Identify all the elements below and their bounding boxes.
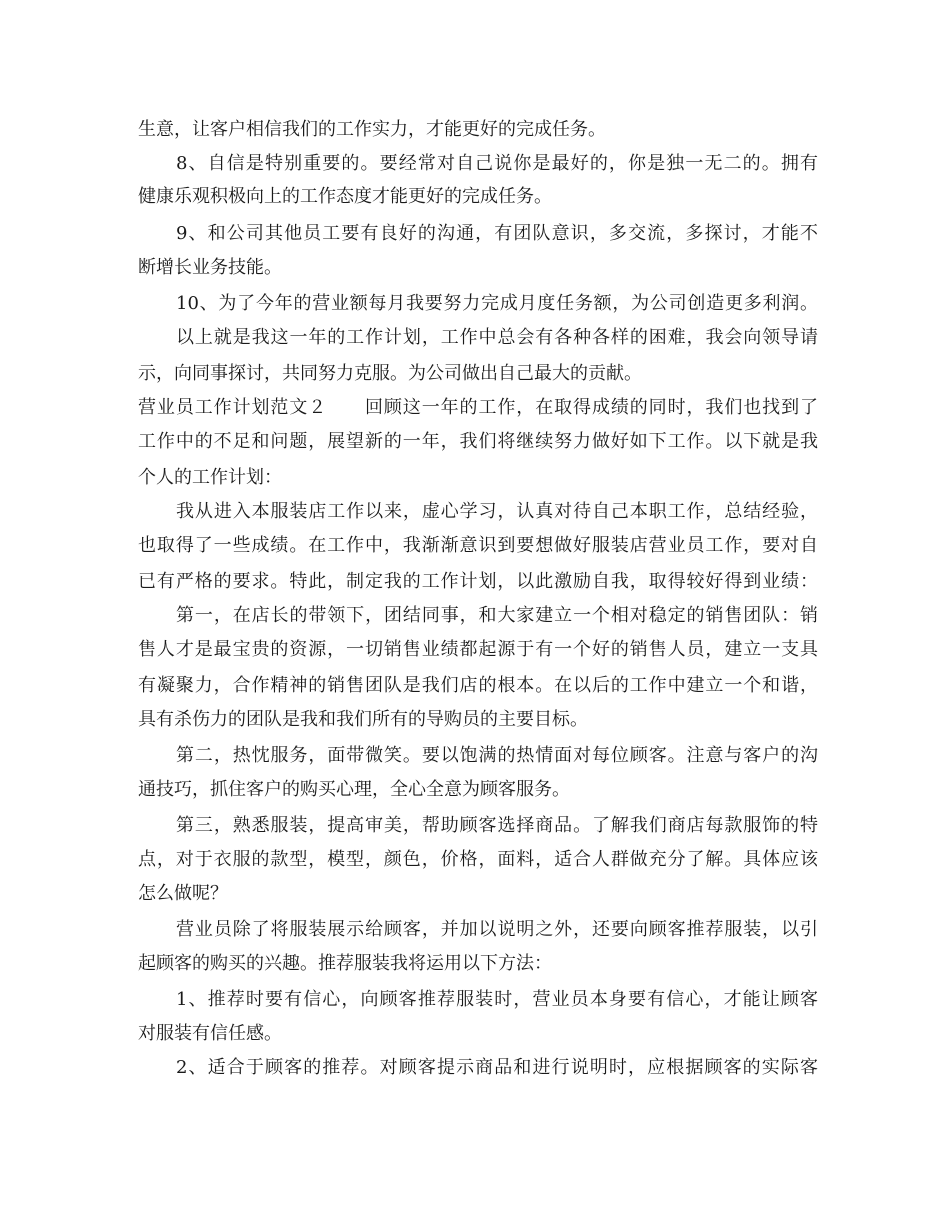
- text-line: 怎么做呢？: [138, 883, 228, 904]
- text-line: 起顾客的购买的兴趣。推荐服装我将运用以下方法：: [138, 953, 552, 974]
- text-line: 以上就是我这一年的工作计划，工作中总会有各种各样的困难，我会向领导请: [176, 327, 818, 348]
- text-line: 对服装有信任感。: [138, 1023, 282, 1044]
- text-line: 也取得了一些成绩。在工作中，我渐渐意识到要想做好服装店营业员工作，要对自: [138, 535, 818, 556]
- text-line: 断增长业务技能。: [138, 257, 282, 278]
- text-line: 有凝聚力，合作精神的销售团队是我们店的根本。在以后的工作中建立一个和谐，: [138, 675, 818, 696]
- text-line: 通技巧，抓住客户的购买心理，全心全意为顾客服务。: [138, 779, 570, 800]
- text-line: 生意，让客户相信我们的工作实力，才能更好的完成任务。: [138, 119, 606, 140]
- text-line: 第一，在店长的带领下，团结同事，和大家建立一个相对稳定的销售团队：销: [176, 605, 818, 626]
- text-line: 10、为了今年的营业额每月我要努力完成月度任务额，为公司创造更多利润。: [176, 293, 818, 314]
- text-line: 点，对于衣服的款型，模型，颜色，价格，面料，适合人群做充分了解。具体应该: [138, 849, 818, 870]
- text-line: 第三，熟悉服装，提高审美，帮助顾客选择商品。了解我们商店每款服饰的特: [176, 815, 818, 836]
- text-line: 个人的工作计划：: [138, 467, 282, 488]
- text-line: 1、推荐时要有信心，向顾客推荐服装时，营业员本身要有信心，才能让顾客: [176, 989, 818, 1010]
- text-line: 健康乐观积极向上的工作态度才能更好的完成任务。: [138, 186, 552, 207]
- text-line: 示，向同事探讨，共同努力克服。为公司做出自己最大的贡献。: [138, 363, 642, 384]
- text-line: 我从进入本服装店工作以来，虚心学习，认真对待自己本职工作，总结经验，: [176, 501, 818, 522]
- text-line: 售人才是最宝贵的资源，一切销售业绩都起源于有一个好的销售人员，建立一支具: [138, 639, 818, 660]
- text-line: 9、和公司其他员工要有良好的沟通，有团队意识，多交流，多探讨，才能不: [176, 223, 818, 244]
- text-line: 营业员除了将服装展示给顾客，并加以说明之外，还要向顾客推荐服装，以引: [176, 919, 818, 940]
- text-line: 2、适合于顾客的推荐。对顾客提示商品和进行说明时，应根据顾客的实际客: [176, 1057, 818, 1078]
- text-line: 8、自信是特别重要的。要经常对自己说你是最好的，你是独一无二的。拥有: [176, 153, 818, 174]
- text-line: 营业员工作计划范文２ 回顾这一年的工作，在取得成绩的同时，我们也找到了: [138, 397, 818, 418]
- text-line: 具有杀伤力的团队是我和我们所有的导购员的主要目标。: [138, 709, 588, 730]
- text-line: 已有严格的要求。特此，制定我的工作计划，以此激励自我，取得较好得到业绩：: [138, 571, 818, 592]
- text-line: 第二，热忱服务，面带微笑。要以饱满的热情面对每位顾客。注意与客户的沟: [176, 745, 818, 766]
- text-line: 工作中的不足和问题，展望新的一年，我们将继续努力做好如下工作。以下就是我: [138, 431, 818, 452]
